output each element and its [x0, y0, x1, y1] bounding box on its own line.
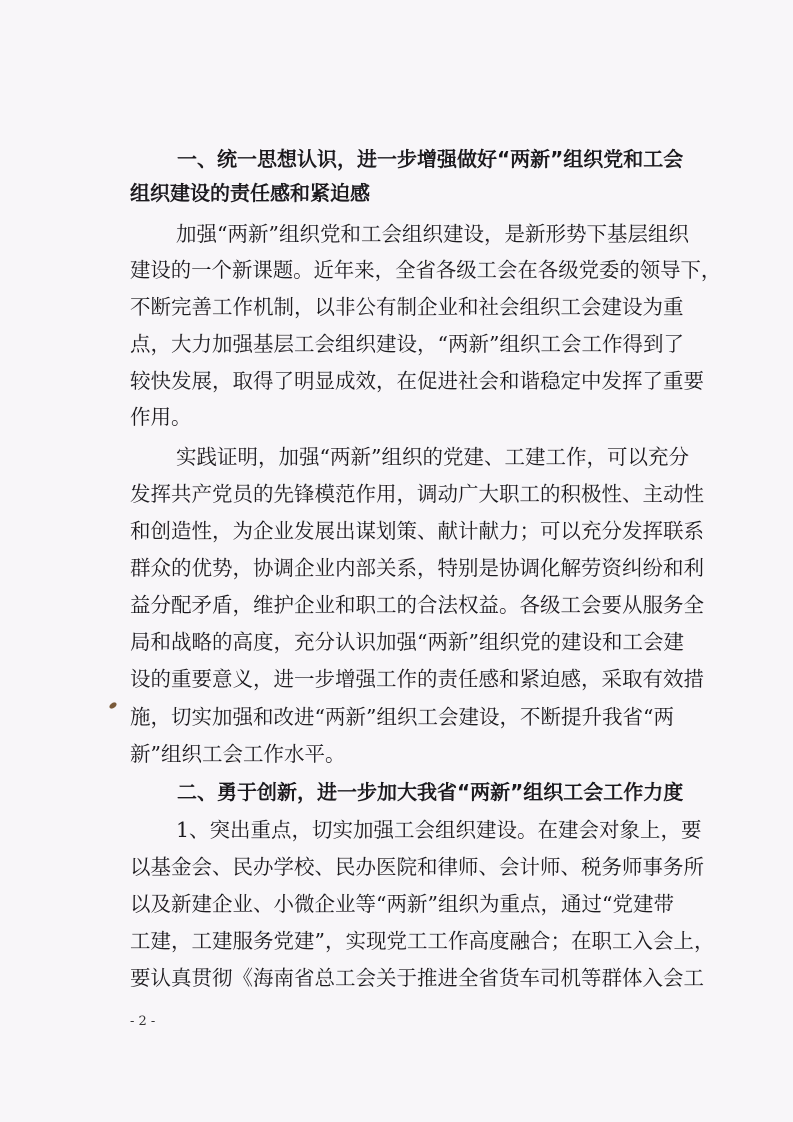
- paragraph-3-line-1: 1、突出重点，切实加强工会组织建设。在建会对象上，要: [176, 818, 702, 842]
- paragraph-2-line-1: 实践证明，加强“两新”组织的党建、工建工作，可以充分: [176, 445, 689, 469]
- paragraph-3-line-4: 工建，工建服务党建”，实现党工工作高度融合；在职工入会上，: [130, 929, 715, 953]
- paragraph-1-line-4: 点，大力加强基层工会组织建设，“两新”组织工会工作得到了: [130, 332, 684, 356]
- paragraph-2-line-3: 和创造性，为企业发展出谋划策、献计献力；可以充分发挥联系: [130, 519, 704, 543]
- paragraph-1-line-3: 不断完善工作机制，以非公有制企业和社会组织工会建设为重: [130, 295, 684, 319]
- paragraph-2-line-5: 益分配矛盾，维护企业和职工的合法权益。各级工会要从服务全: [130, 593, 704, 617]
- paragraph-2-line-9: 新”组织工会工作水平。: [130, 742, 346, 766]
- paper-speck: [108, 701, 117, 710]
- paragraph-2-line-8: 施，切实加强和改进“两新”组织工会建设，不断提升我省“两: [130, 705, 674, 729]
- paragraph-3-line-3: 以及新建企业、小微企业等“两新”组织为重点，通过“党建带: [130, 892, 674, 916]
- section-heading-2: 二、勇于创新，进一步加大我省“两新”组织工会工作力度: [177, 780, 684, 804]
- paragraph-1-line-5: 较快发展，取得了明显成效，在促进社会和谐稳定中发挥了重要: [130, 369, 704, 393]
- paragraph-2-line-4: 群众的优势，协调企业内部关系，特别是协调化解劳资纠纷和利: [130, 556, 704, 580]
- paragraph-1-line-1: 加强“两新”组织党和工会组织建设，是新形势下基层组织: [176, 222, 689, 246]
- paragraph-3-line-5: 要认真贯彻《海南省总工会关于推进全省货车司机等群体入会工: [130, 966, 704, 990]
- section-heading-1-line-2: 组织建设的责任感和紧迫感: [130, 181, 370, 205]
- paragraph-1-line-2: 建设的一个新课题。近年来，全省各级工会在各级党委的领导下，: [130, 258, 722, 282]
- paragraph-3-line-2: 以基金会、民办学校、民办医院和律师、会计师、税务师事务所: [130, 855, 704, 879]
- paragraph-1-line-6: 作用。: [130, 405, 192, 429]
- paragraph-2-line-6: 局和战略的高度，充分认识加强“两新”组织党的建设和工会建: [130, 630, 684, 654]
- paragraph-2-line-7: 设的重要意义，进一步增强工作的责任感和紧迫感，采取有效措: [130, 667, 704, 691]
- section-heading-1-line-1: 一、统一思想认识，进一步增强做好“两新”组织党和工会: [177, 147, 684, 171]
- page-number: - 2 -: [130, 1014, 156, 1029]
- paragraph-2-line-2: 发挥共产党员的先锋模范作用，调动广大职工的积极性、主动性: [130, 482, 704, 506]
